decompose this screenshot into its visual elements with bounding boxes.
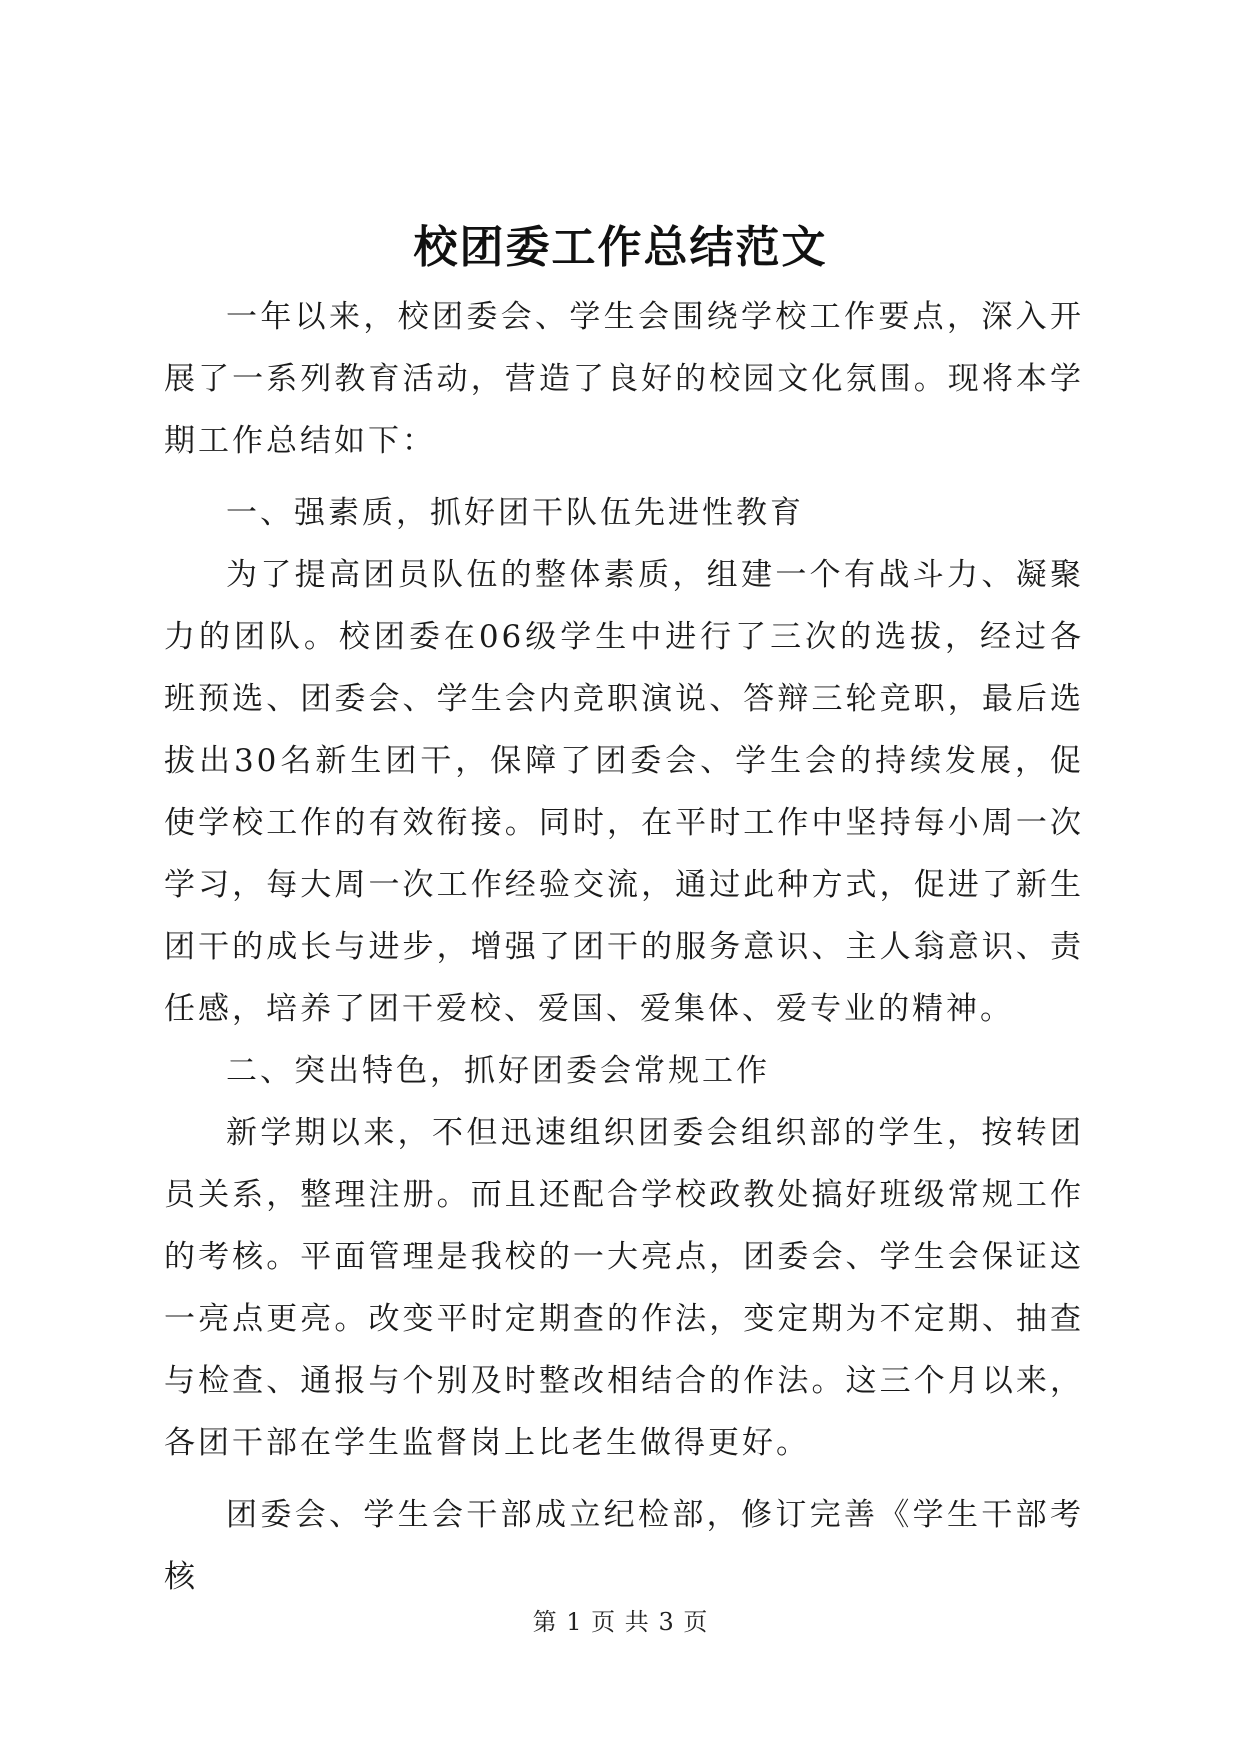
- paragraph-section-2-continued: 团委会、学生会干部成立纪检部，修订完善《学生干部考核: [164, 1497, 1084, 1595]
- document-title: 校团委工作总结范文: [413, 222, 828, 273]
- paragraph-intro: 一年以来，校团委会、学生会围绕学校工作要点，深入开展了一系列教育活动，营造了良好的校园文化氛围。现将本学期工作总结如下：: [164, 299, 1084, 459]
- paragraph-section-1: 为了提高团员队伍的整体素质，组建一个有战斗力、凝聚力的团队。校团委在06级学生中进行了三次的选拔，经过各班预选、团委会、学生会内竞职演说、答辩三轮竞职，最后选拔出30名新生团干，保障了团委会、学生会的持续发展，促使学校工作的有效衔接。同时，在平时工作中坚持每小周一次学习，每大周一次工作经验交流，通过此种方式，促进了新生团干的成长与进步，增强了团干的服务意识、主人翁意识、责任感，培养了团干爱校、爱国、爱集体、爱专业的精神。: [164, 557, 1084, 1027]
- section-heading-2: 二、突出特色，抓好团委会常规工作: [226, 1053, 770, 1089]
- section-heading-1: 一、强素质，抓好团干队伍先进性教育: [226, 495, 804, 531]
- document-body: [164, 286, 1084, 1608]
- paragraph-section-2: 新学期以来，不但迅速组织团委会组织部的学生，按转团员关系，整理注册。而且还配合学校政教处搞好班级常规工作的考核。平面管理是我校的一大亮点，团委会、学生会保证这一亮点更亮。改变平时定期查的作法，变定期为不定期、抽查与检查、通报与个别及时整改相结合的作法。这三个月以来，各团干部在学生监督岗上比老生做得更好。: [164, 1115, 1084, 1461]
- page-number-footer: 第 1 页 共 3 页: [532, 1608, 709, 1636]
